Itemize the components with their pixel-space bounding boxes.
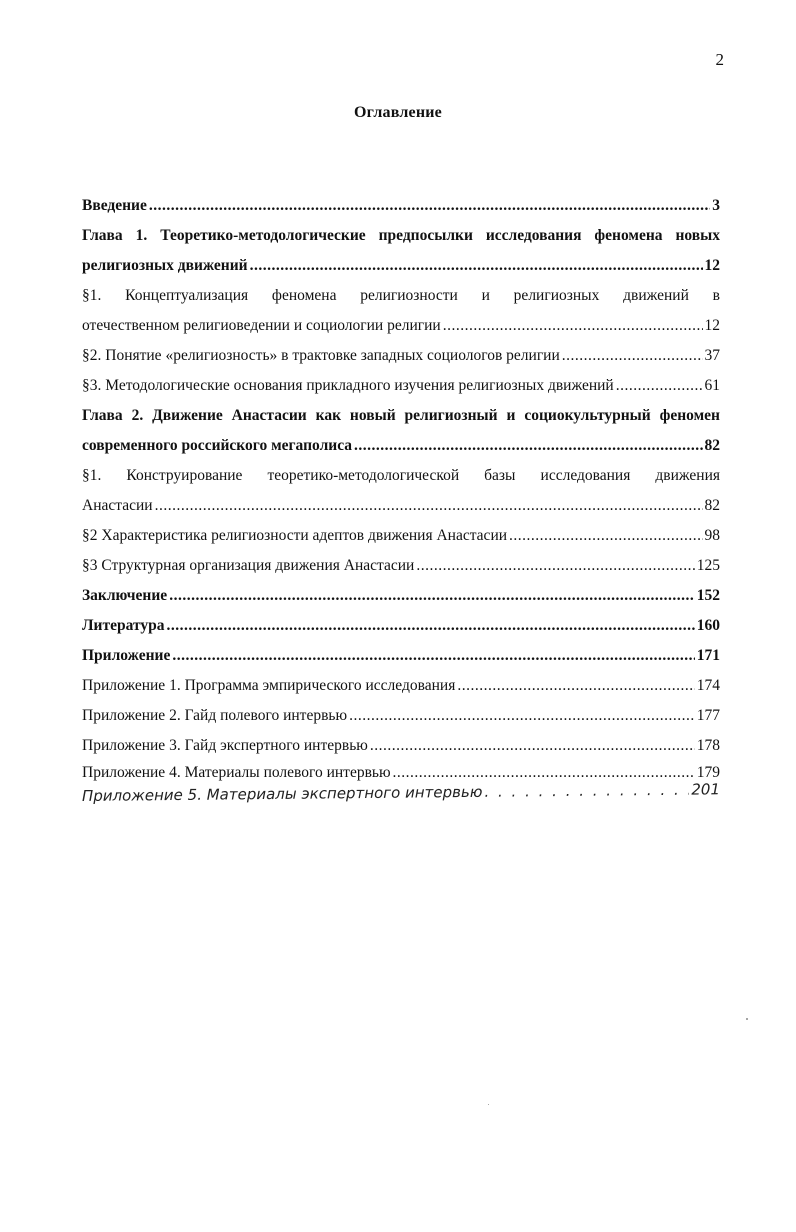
toc-entry-label: религиозных движений (82, 257, 248, 274)
toc-entry-label: Приложение 5. Материалы экспертного интервью (81, 782, 483, 805)
scan-speck (746, 1018, 748, 1020)
toc-entry-page: 179 (696, 764, 720, 781)
toc-entry-page: 152 (696, 587, 720, 604)
toc-entry-label: Приложение 2. Гайд полевого интервью (82, 707, 348, 724)
dot-leader (172, 641, 694, 671)
dot-leader (149, 191, 710, 221)
dot-leader (616, 371, 703, 401)
toc-entry-page: 125 (696, 557, 720, 574)
page-number: 2 (715, 50, 724, 69)
toc-entry-conclusion[interactable] (82, 581, 720, 611)
toc-entry-appendix-2[interactable] (82, 701, 720, 731)
dot-leader (370, 731, 695, 761)
toc-entry-label: отечественном религиоведении и социологии религии (82, 317, 441, 334)
toc-entry-page: 82 (704, 437, 720, 454)
toc-chapter1-line1[interactable]: Глава 1. Теоретико-методологические предпосылки исследования феномена новых (82, 227, 720, 244)
toc-entry-ch1-s2[interactable] (82, 341, 720, 371)
toc-entry-ch2-s2[interactable] (82, 521, 720, 551)
toc-entry-page: 12 (704, 317, 720, 334)
toc-entry-appendix-1[interactable] (82, 671, 720, 701)
toc-entry-page: 201 (691, 780, 721, 799)
toc-entry-chapter2[interactable] (82, 431, 720, 461)
toc-entry-label: современного российского мегаполиса (82, 437, 353, 454)
toc-entry-page: 171 (696, 647, 720, 664)
toc-entry-label: Введение (82, 197, 147, 214)
toc-entry-label: §3 Структурная организация движения Анастасии (82, 557, 415, 574)
dot-leader (155, 491, 703, 521)
dot-leader (443, 311, 703, 341)
dot-leader (484, 779, 689, 803)
toc-entry-ch1-s1[interactable] (82, 311, 720, 341)
toc-entry-ch2-s3[interactable] (82, 551, 720, 581)
toc-entry-page: 160 (696, 617, 720, 634)
toc-entry-page: 174 (696, 677, 720, 694)
toc-entry-intro[interactable] (82, 191, 720, 221)
toc-chapter2-line1[interactable]: Глава 2. Движение Анастасии как новый религиозный и социокультурный феномен (82, 407, 720, 424)
dot-leader (562, 341, 703, 371)
toc-entry-label: §2 Характеристика религиозности адептов движения Анастасии (82, 527, 508, 544)
dot-leader (354, 431, 702, 461)
toc-entry-appendix-3[interactable] (82, 731, 720, 761)
toc-entry-label: Приложение 1. Программа эмпирического исследования (82, 677, 456, 694)
toc-entry-label: §3. Методологические основания прикладного изучения религиозных движений (82, 377, 614, 394)
toc-entry-label: Приложение (82, 647, 171, 664)
dot-leader (416, 551, 694, 581)
toc-ch2-s1-line1[interactable]: §1. Конструирование теоретико-методологической базы исследования движения (82, 467, 720, 484)
dot-leader (250, 251, 703, 281)
toc-entry-label: Анастасии (82, 497, 153, 514)
dot-leader (166, 611, 694, 641)
toc-entry-appendix[interactable] (82, 641, 720, 671)
toc-entry-page: 177 (696, 707, 720, 724)
toc-entry-ch2-s1[interactable] (82, 491, 720, 521)
dot-leader (457, 671, 694, 701)
toc-entry-label: Литература (82, 617, 165, 634)
toc-entry-label: Приложение 3. Гайд экспертного интервью (82, 737, 368, 754)
dot-leader (349, 701, 695, 731)
toc-entry-literature[interactable] (82, 611, 720, 641)
toc-entry-page: 3 (712, 197, 720, 214)
scan-speck (488, 1104, 489, 1105)
toc-entry-label: §2. Понятие «религиозность» в трактовке западных социологов религии (82, 347, 560, 364)
page-title: Оглавление (354, 104, 442, 121)
toc-entry-page: 12 (704, 257, 720, 274)
table-of-contents (82, 191, 720, 807)
toc-entry-page: 82 (704, 497, 720, 514)
toc-ch1-s1-line1[interactable]: §1. Концептуализация феномена религиозности и религиозных движений в (82, 287, 720, 304)
toc-entry-page: 98 (704, 527, 720, 544)
toc-entry-chapter1[interactable] (82, 251, 720, 281)
dot-leader (509, 521, 702, 551)
toc-entry-ch1-s3[interactable] (82, 371, 720, 401)
toc-entry-page: 61 (704, 377, 720, 394)
toc-entry-label: Приложение 4. Материалы полевого интервью (82, 764, 391, 781)
toc-entry-label: Заключение (82, 587, 168, 604)
dot-leader (169, 581, 695, 611)
toc-entry-page: 37 (704, 347, 720, 364)
toc-entry-page: 178 (696, 737, 720, 754)
